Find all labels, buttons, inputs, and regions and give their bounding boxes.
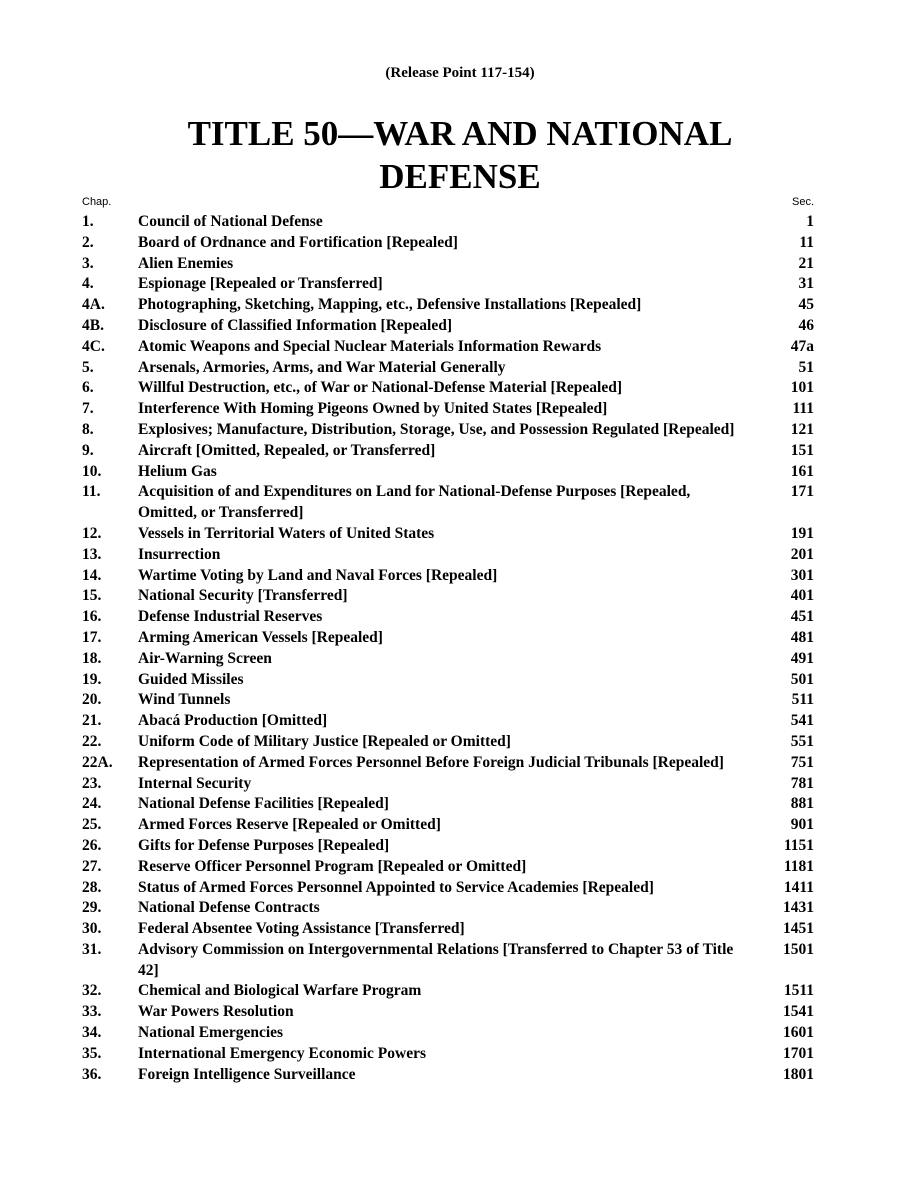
section-number: 201 (790, 545, 814, 563)
chapter-name: Status of Armed Forces Personnel Appointed to Service Academies [Repealed] (138, 878, 654, 896)
section-number: 1801 (783, 1065, 814, 1083)
chapter-name: Foreign Intelligence Surveillance (138, 1065, 356, 1083)
chapter-name: Vessels in Territorial Waters of United States (138, 524, 435, 542)
chapter-name: National Emergencies (138, 1024, 284, 1042)
chapter-number: 19. (82, 670, 102, 688)
chapter-number: 36. (82, 1065, 102, 1083)
chapter-row (82, 794, 814, 815)
chapter-name: Council of National Defense (138, 213, 323, 230)
section-number: 1501 (783, 940, 814, 958)
chapter-row (82, 566, 814, 587)
release-point: (Release Point 117-154) (385, 65, 535, 81)
chapter-name: Helium Gas (138, 462, 217, 480)
chapter-name: Advisory Commission on Intergovernmental Relations [Transferred to Chapter 53 of Title 42] (138, 940, 734, 979)
chapter-number: 2. (82, 233, 94, 251)
chapter-row (82, 462, 814, 483)
chapter-row (82, 690, 814, 711)
chapter-number: 1. (82, 213, 94, 230)
chapter-number: 10. (82, 462, 102, 480)
chapter-number: 20. (82, 691, 102, 709)
chapter-name: Wartime Voting by Land and Naval Forces [Repealed] (138, 566, 498, 584)
chapter-number: 21. (82, 712, 102, 730)
chapter-name: Wind Tunnels (138, 691, 231, 709)
chapter-row (82, 586, 814, 607)
chapter-row (82, 233, 814, 254)
chapter-number: 29. (82, 899, 102, 917)
chapter-number: 31. (82, 940, 102, 958)
chapter-name: Insurrection (138, 545, 221, 563)
chapter-row (82, 378, 814, 399)
chapter-number: 32. (82, 982, 102, 1000)
chapter-name: Board of Ordnance and Fortification [Repealed] (138, 233, 458, 251)
section-number: 47a (790, 337, 814, 355)
chapter-number: 16. (82, 608, 102, 626)
chapter-name: International Emergency Economic Powers (138, 1044, 426, 1062)
chapter-row (82, 774, 814, 795)
section-number: 491 (790, 649, 814, 667)
chapter-row (82, 274, 814, 295)
chapter-number: 5. (82, 358, 94, 376)
chapter-row (82, 1002, 814, 1023)
section-number: 45 (798, 296, 814, 314)
chapter-name: National Defense Facilities [Repealed] (138, 795, 389, 813)
chapter-number: 12. (82, 524, 102, 542)
chapter-row (82, 878, 814, 899)
section-number: 901 (790, 816, 814, 834)
section-number: 46 (798, 316, 814, 334)
chapter-number: 26. (82, 836, 102, 854)
chapter-name: Atomic Weapons and Special Nuclear Materials Information Rewards (138, 337, 602, 355)
chapter-row (82, 358, 814, 379)
chapter-number: 13. (82, 545, 102, 563)
chapter-row (82, 254, 814, 275)
section-number: 1601 (783, 1024, 814, 1042)
chapter-number: 18. (82, 649, 102, 667)
section-number: 781 (790, 774, 814, 792)
chapter-name: Willful Destruction, etc., of War or National-Defense Material [Repealed] (138, 379, 622, 397)
chapter-number: 4. (82, 275, 94, 293)
chapter-number: 25. (82, 816, 102, 834)
chapter-name: Arming American Vessels [Repealed] (138, 628, 383, 646)
chapter-number: 34. (82, 1024, 102, 1042)
section-number: 301 (790, 566, 814, 584)
section-number: 1 (806, 213, 814, 230)
section-number: 101 (790, 379, 814, 397)
chapter-name: Arsenals, Armories, Arms, and War Material Generally (138, 358, 506, 376)
chapter-number: 8. (82, 420, 94, 438)
chapter-number: 22. (82, 732, 102, 750)
chapter-number: 4C. (82, 337, 105, 355)
chapter-number: 35. (82, 1044, 102, 1062)
section-number: 171 (790, 483, 814, 501)
section-number: 881 (790, 795, 814, 813)
section-number: 1411 (783, 878, 814, 896)
chapter-number: 9. (82, 441, 94, 459)
chapter-number: 14. (82, 566, 102, 584)
chapter-number: 3. (82, 254, 94, 272)
chap-column-header: Chap. (82, 196, 112, 208)
chapter-number: 24. (82, 795, 102, 813)
section-number: 31 (798, 275, 814, 293)
chapter-number: 7. (82, 400, 94, 418)
chapter-name: Air-Warning Screen (138, 649, 272, 667)
chapter-row (82, 1044, 814, 1065)
chapter-name: Uniform Code of Military Justice [Repealed or Omitted] (138, 732, 511, 750)
chapter-name: Armed Forces Reserve [Repealed or Omitted] (138, 816, 441, 834)
section-number: 1541 (783, 1003, 814, 1021)
chapter-row (82, 753, 814, 774)
chapter-row (82, 316, 814, 337)
chapter-row (82, 399, 814, 420)
section-number: 121 (790, 420, 814, 438)
chapter-number: 33. (82, 1003, 102, 1021)
chapter-name: Defense Industrial Reserves (138, 608, 323, 626)
section-number: 1701 (783, 1044, 814, 1062)
section-number: 751 (790, 753, 814, 771)
chapter-row (82, 981, 814, 1002)
chapter-row (82, 628, 814, 649)
section-number: 1451 (783, 920, 814, 938)
section-number: 191 (790, 524, 814, 542)
chapter-row (82, 857, 814, 878)
chapter-name: Alien Enemies (138, 254, 234, 272)
chapter-name: Espionage [Repealed or Transferred] (138, 275, 383, 293)
chapter-number: 15. (82, 587, 102, 605)
section-number: 511 (791, 691, 814, 709)
section-number: 541 (790, 712, 814, 730)
section-number: 451 (790, 608, 814, 626)
chapter-name: Abacá Production [Omitted] (138, 712, 328, 730)
chapter-name: Acquisition of and Expenditures on Land for National-Defense Purposes [Repealed, Omitted, or Transferred] (138, 483, 691, 522)
section-number: 11 (799, 233, 814, 251)
page-title: TITLE 50—WAR AND NATIONAL DEFENSE (187, 114, 733, 196)
chapter-row (82, 711, 814, 732)
section-number: 111 (792, 400, 814, 418)
section-number: 51 (798, 358, 814, 376)
chapter-name: Explosives; Manufacture, Distribution, Storage, Use, and Possession Regulated [Repealed] (138, 420, 735, 438)
chapter-row (82, 898, 814, 919)
chapter-number: 4A. (82, 296, 105, 314)
chapter-row (82, 732, 814, 753)
chapter-row (82, 836, 814, 857)
section-number: 481 (790, 628, 814, 646)
chapter-name: Reserve Officer Personnel Program [Repealed or Omitted] (138, 857, 527, 875)
chapter-row (82, 420, 814, 441)
chapter-row (82, 524, 814, 545)
chapter-row (82, 295, 814, 316)
section-number: 1181 (783, 857, 814, 875)
chapter-number: 4B. (82, 316, 104, 334)
chapter-row (82, 337, 814, 358)
chapter-row (82, 545, 814, 566)
chapter-number: 17. (82, 628, 102, 646)
section-number: 401 (790, 587, 814, 605)
sec-column-header: Sec. (791, 196, 814, 208)
chapter-row (82, 815, 814, 836)
chapter-list (82, 212, 814, 1085)
chapter-row (82, 670, 814, 691)
chapter-name: Internal Security (138, 774, 252, 792)
chapter-row (82, 1065, 814, 1086)
chapter-row (82, 940, 814, 982)
chapter-row (82, 607, 814, 628)
chapter-number: 27. (82, 857, 102, 875)
chapter-name: Aircraft [Omitted, Repealed, or Transferred] (138, 441, 436, 459)
chapter-name: Federal Absentee Voting Assistance [Transferred] (138, 920, 465, 938)
chapter-row (82, 919, 814, 940)
section-number: 501 (790, 670, 814, 688)
chapter-name: War Powers Resolution (138, 1003, 294, 1021)
chapter-number: 23. (82, 774, 102, 792)
chapter-number: 28. (82, 878, 102, 896)
section-number: 1511 (783, 982, 814, 1000)
chapter-row (82, 1023, 814, 1044)
chapter-row (82, 441, 814, 462)
section-number: 21 (798, 254, 814, 272)
chapter-name: Photographing, Sketching, Mapping, etc., Defensive Installations [Repealed] (138, 296, 642, 314)
chapter-row (82, 212, 814, 233)
chapter-row (82, 649, 814, 670)
chapter-name: Chemical and Biological Warfare Program (138, 982, 422, 1000)
chapter-name: National Defense Contracts (138, 899, 320, 917)
chapter-name: Gifts for Defense Purposes [Repealed] (138, 836, 390, 854)
chapter-name: Interference With Homing Pigeons Owned by United States [Repealed] (138, 400, 608, 418)
chapter-name: Representation of Armed Forces Personnel Before Foreign Judicial Tribunals [Repealed] (138, 753, 724, 771)
chapter-name: Guided Missiles (138, 670, 244, 688)
chapter-number: 6. (82, 379, 94, 397)
chapter-row (82, 482, 814, 524)
chapter-number: 30. (82, 920, 102, 938)
section-number: 151 (790, 441, 814, 459)
section-number: 161 (790, 462, 814, 480)
section-number: 1431 (783, 899, 814, 917)
chapter-name: National Security [Transferred] (138, 587, 348, 605)
section-number: 1151 (783, 836, 814, 854)
chapter-number: 11. (82, 483, 101, 501)
chapter-name: Disclosure of Classified Information [Repealed] (138, 316, 452, 334)
section-number: 551 (790, 732, 814, 750)
chapter-number: 22A. (82, 753, 113, 771)
